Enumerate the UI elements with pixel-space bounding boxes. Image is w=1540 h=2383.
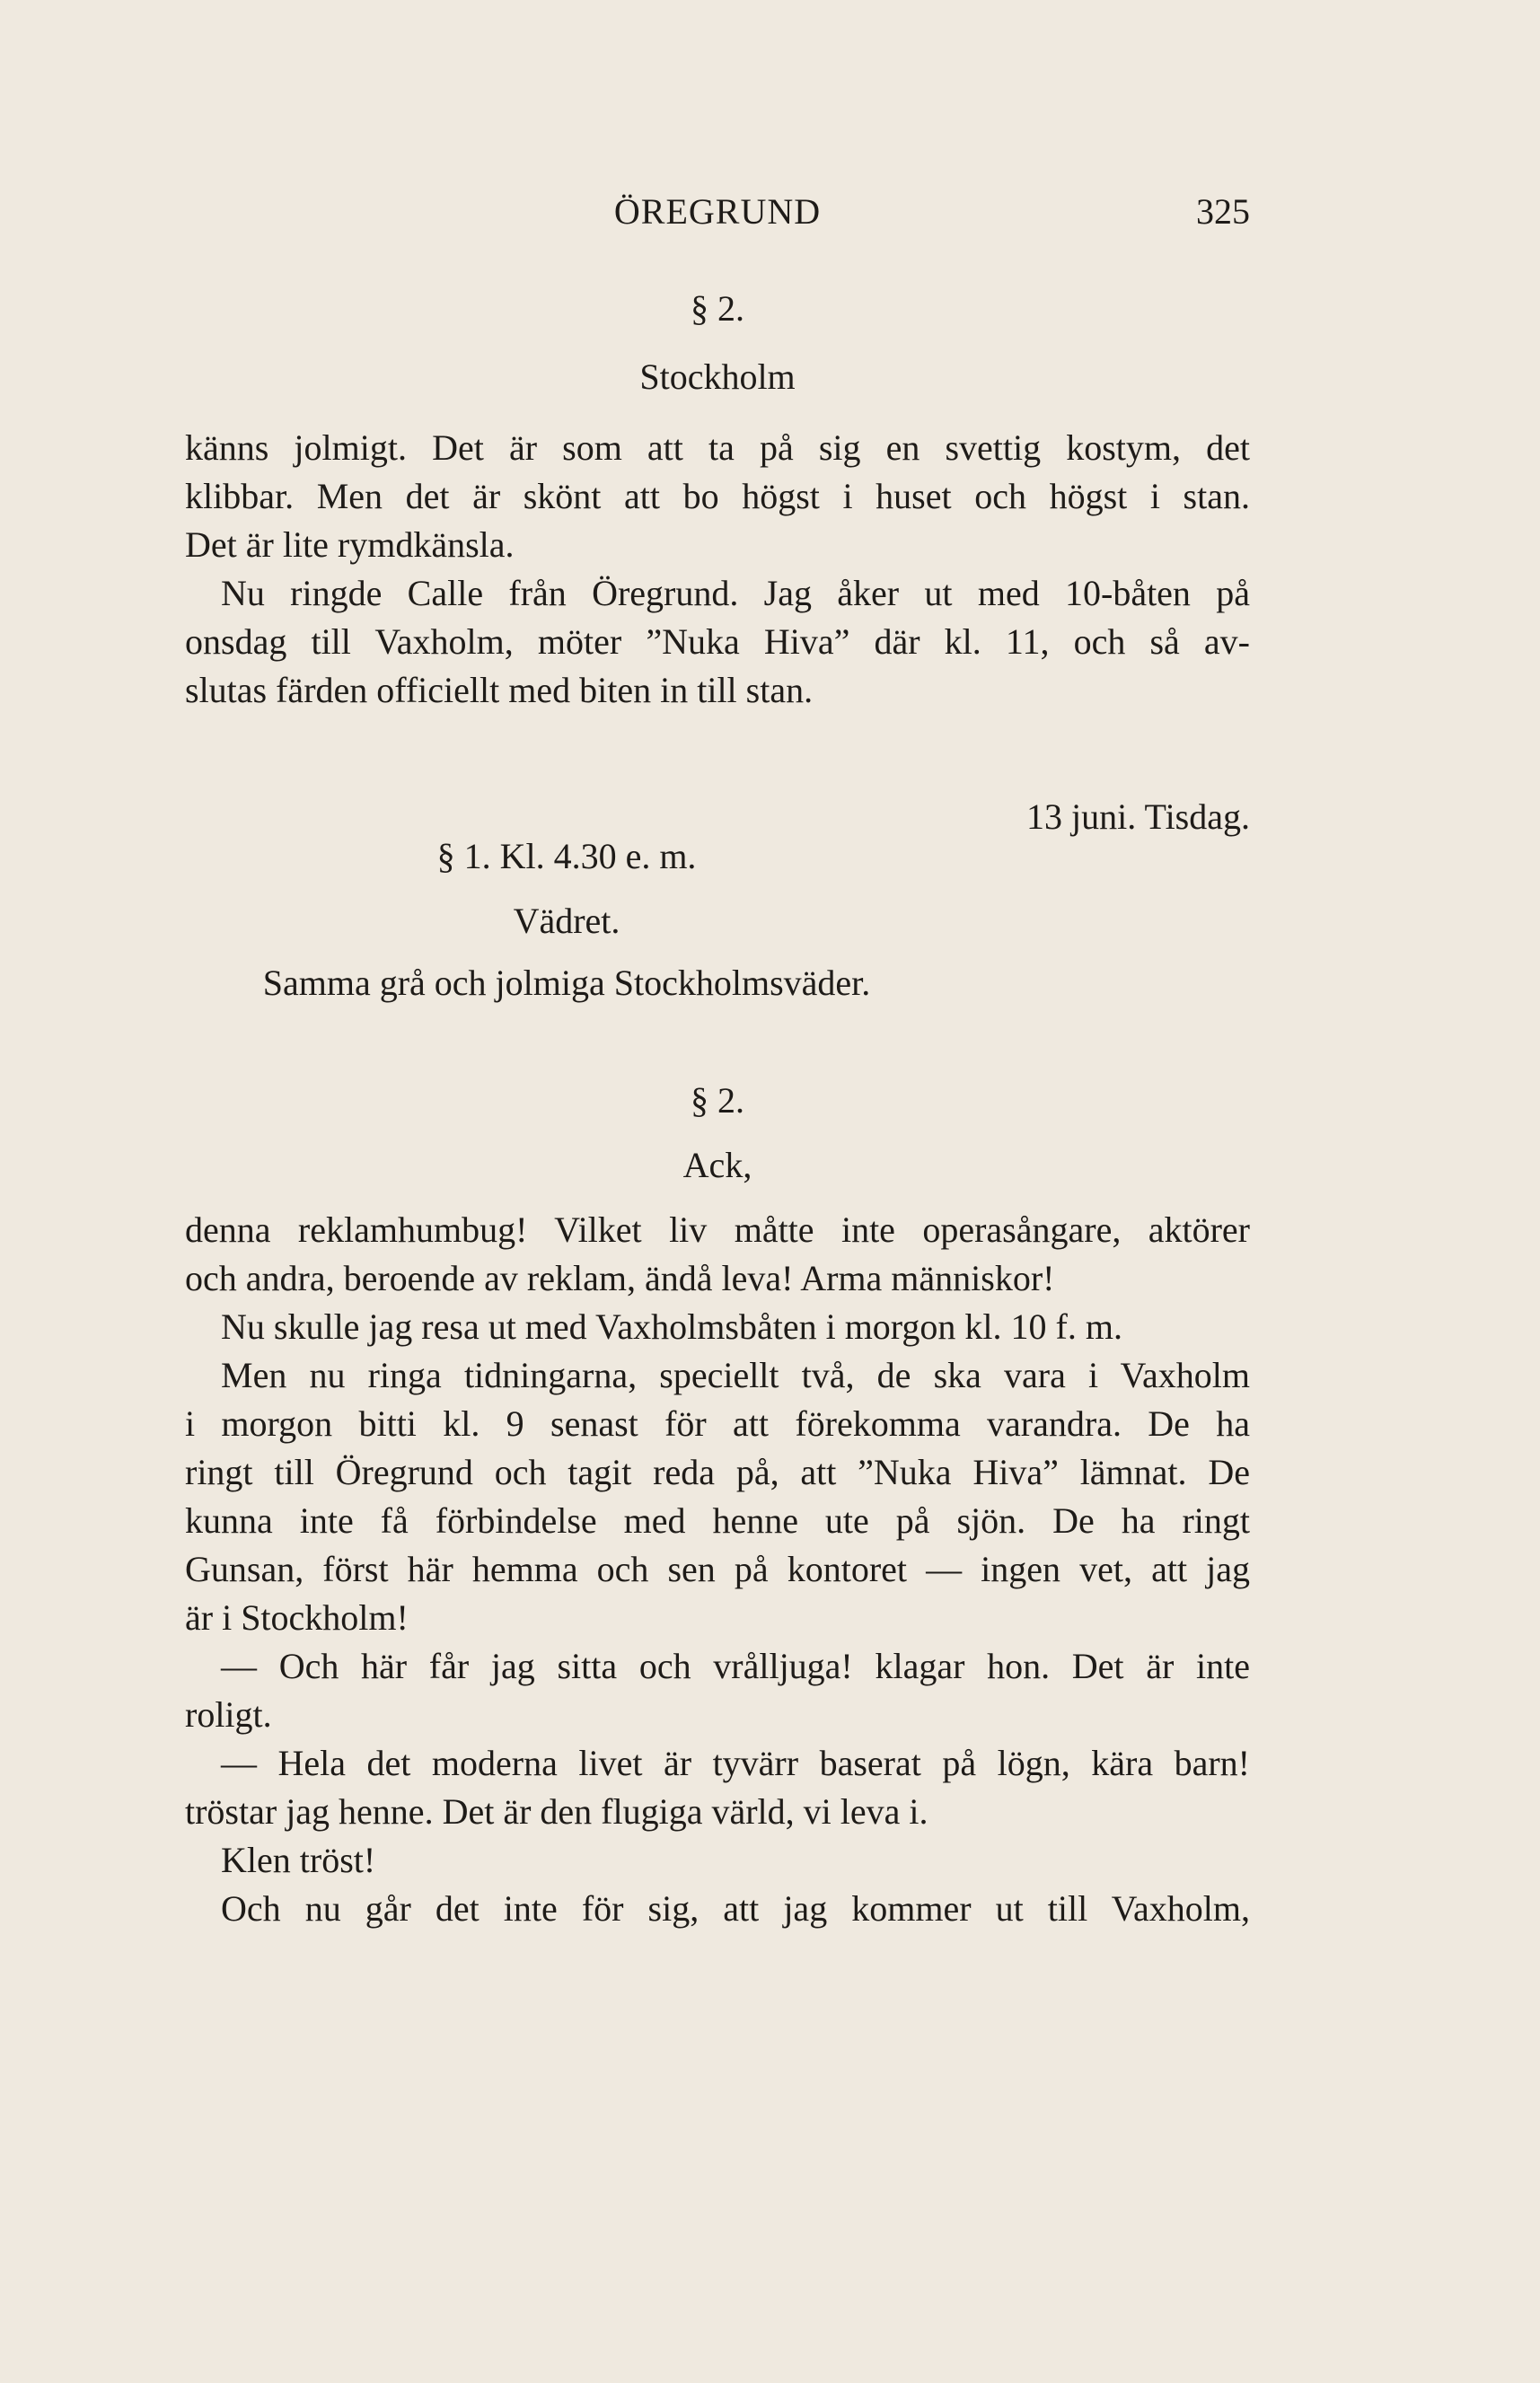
entry-date: 13 juni. Tisdag. bbox=[1026, 796, 1250, 837]
text-line: i morgon bitti kl. 9 senast för att förekomma varandra. De ha bbox=[185, 1403, 1250, 1444]
text-line: Det är lite rymdkänsla. bbox=[185, 524, 515, 565]
text-line: tröstar jag henne. Det är den flugiga värld, vi leva i. bbox=[185, 1791, 928, 1832]
text-line: klibbar. Men det är skönt att bo högst i huset och högst i stan. bbox=[185, 476, 1250, 516]
entry-mark: § 1. Kl. 4.30 e. m. bbox=[436, 836, 697, 876]
text-line: är i Stockholm! bbox=[185, 1597, 409, 1638]
text-line: Och nu går det inte för sig, att jag kommer ut till Vaxholm, bbox=[221, 1888, 1250, 1929]
entry-text: Samma grå och jolmiga Stockholmsväder. bbox=[262, 963, 871, 1003]
text-line: Men nu ringa tidningarna, speciellt två, de ska vara i Vaxholm bbox=[221, 1355, 1250, 1395]
text-line: känns jolmigt. Det är som att ta på sig en svettig kostym, det bbox=[185, 427, 1250, 468]
text-line: Nu skulle jag resa ut med Vaxholmsbåten i morgon kl. 10 f. m. bbox=[221, 1306, 1122, 1347]
text-line: roligt. bbox=[185, 1694, 272, 1735]
section-subtitle: Ack, bbox=[682, 1145, 752, 1185]
section-mark: § 2. bbox=[691, 1080, 744, 1121]
running-header bbox=[185, 190, 1250, 244]
entry-subtitle: Vädret. bbox=[513, 901, 620, 941]
text-line: Gunsan, först här hemma och sen på kontoret — ingen vet, att jag bbox=[185, 1549, 1250, 1589]
section-body bbox=[185, 424, 1250, 715]
section-mark: § 2. bbox=[691, 288, 744, 329]
text-line: denna reklamhumbug! Vilket liv måtte inte operasångare, aktörer bbox=[185, 1209, 1250, 1250]
section-body bbox=[185, 1206, 1250, 1933]
text-line: Nu ringde Calle från Öregrund. Jag åker ut med 10-båten på bbox=[221, 573, 1250, 613]
text-line: kunna inte få förbindelse med henne ute på sjön. De ha ringt bbox=[185, 1500, 1250, 1541]
text-line: — Hela det moderna livet är tyvärr baserat på lögn, kära barn! bbox=[221, 1743, 1250, 1783]
header-title: ÖREGRUND bbox=[613, 191, 822, 232]
text-line: och andra, beroende av reklam, ändå leva! Arma människor! bbox=[185, 1258, 1055, 1298]
text-line: Klen tröst! bbox=[221, 1840, 376, 1880]
text-line: — Och här får jag sitta och vrålljuga! klagar hon. Det är inte bbox=[221, 1646, 1250, 1686]
text-line: slutas färden officiellt med biten in till stan. bbox=[185, 670, 814, 710]
page-number: 325 bbox=[1196, 191, 1250, 232]
text-line: ringt till Öregrund och tagit reda på, att ”Nuka Hiva” lämnat. De bbox=[185, 1452, 1250, 1492]
section-subtitle: Stockholm bbox=[639, 356, 796, 397]
text-line: onsdag till Vaxholm, möter ”Nuka Hiva” där kl. 11, och så av- bbox=[185, 621, 1250, 662]
